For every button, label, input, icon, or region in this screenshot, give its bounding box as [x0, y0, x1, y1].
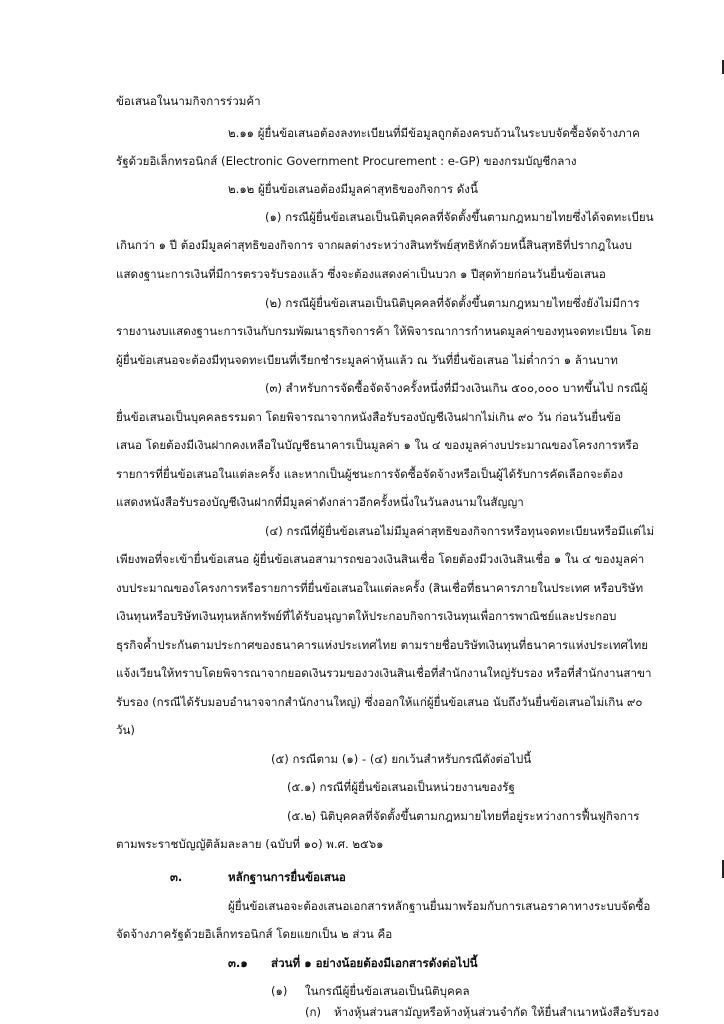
text-line: เกินกว่า ๑ ปี ต้องมีมูลค่าสุทธิของกิจการ จากผลต่างระหว่างสินทรัพย์สุทธิหักด้วยหนี้สินสุทธิที่ปรากฎในงบ — [116, 238, 632, 252]
text-line: เสนอ โดยต้องมีเงินฝากคงเหลือในบัญชีธนาคารเป็นมูลค่า ๑ ใน ๔ ของมูลค่างบประมาณของโครงการหรือ — [116, 438, 639, 452]
section-number: ๓. — [170, 870, 183, 884]
text-line: รับรอง (กรณีได้รับมอบอำนาจจากสำนักงานใหญ่) ซึ่งออกให้แก่ผู้ยื่นข้อเสนอ นับถึงวันยื่นข้อเสนอไม่เกิน ๙๐ — [116, 695, 643, 709]
text-line: รัฐด้วยอิเล็กทรอนิกส์ (Electronic Government Procurement : e-GP) ของกรมบัญชีกลาง — [116, 154, 577, 168]
text-line: แสดงฐานะการเงินที่มีการตรวจรับรองแล้ว ซึ่งจะต้องแสดงค่าเป็นบวก ๑ ปีสุดท้ายก่อนวันยื่นข้อเสนอ — [116, 267, 606, 281]
text-line: งบประมาณของโครงการหรือรายการที่ยื่นข้อเสนอในแต่ละครั้ง (สินเชื่อที่ธนาคารภายในประเทศ หรือบริษัท — [116, 581, 644, 595]
text-line: ธุรกิจค้ำประกันตามประกาศของธนาคารแห่งประเทศไทย ตามรายชื่อบริษัทเงินทุนที่ธนาคารแห่งประเทศไทย — [116, 638, 649, 652]
text-line: แสดงหนังสือรับรองบัญชีเงินฝากที่มีมูลค่าดังกล่าวอีกครั้งหนึ่งในวันลงนามในสัญญา — [116, 495, 524, 509]
text-line: ตามพระราชบัญญัติล้มละลาย (ฉบับที่ ๑๐) พ.ศ. ๒๕๖๑ — [116, 837, 384, 851]
text-line: ๒.๑๒ ผู้ยื่นข้อเสนอต้องมีมูลค่าสุทธิของกิจการ ดังนี้ — [228, 182, 478, 196]
list-marker: (๑) — [271, 984, 288, 998]
text-line: ห้างหุ้นส่วนสามัญหรือห้างหุ้นส่วนจำกัด ให้ยื่นสำเนาหนังสือรับรอง — [334, 1005, 659, 1019]
text-line: (๓) สำหรับการจัดซื้อจัดจ้างครั้งหนึ่งที่มีวงเงินเกิน ๕๐๐,๐๐๐ บาทขึ้นไป กรณีผู้ — [265, 381, 648, 395]
text-line: แจ้งเวียนให้ทราบโดยพิจารณาจากยอดเงินรวมของวงเงินสินเชื่อที่สำนักงานใหญ่รับรอง หรือที่สำนักงานสาขา — [116, 666, 652, 680]
text-line: ในกรณีผู้ยื่นข้อเสนอเป็นนิติบุคคล — [305, 984, 470, 998]
text-line: (๕.๒) นิติบุคคลที่จัดตั้งขึ้นตามกฎหมายไทยที่อยู่ระหว่างการฟื้นฟูกิจการ — [287, 809, 640, 823]
text-line: ยื่นข้อเสนอเป็นบุคคลธรรมดา โดยพิจารณาจากหนังสือรับรองบัญชีเงินฝากไม่เกิน ๙๐ วัน ก่อนวันยื่นข้อ — [116, 410, 622, 424]
text-line: ข้อเสนอในนามกิจการร่วมค้า — [116, 94, 261, 108]
section-heading: หลักฐานการยื่นข้อเสนอ — [228, 870, 346, 884]
text-line: เงินทุนหรือบริษัทเงินทุนหลักทรัพย์ที่ได้รับอนุญาตให้ประกอบกิจการเงินทุนเพื่อการพาณิชย์และประกอบ — [116, 609, 617, 623]
text-line: เพียงพอที่จะเข้ายื่นข้อเสนอ ผู้ยื่นข้อเสนอสามารถขอวงเงินสินเชื่อ โดยต้องมีวงเงินสินเชื่อ ๑ ใน ๔ ของมูลค่า — [116, 552, 645, 566]
text-line: (๕.๑) กรณีที่ผู้ยื่นข้อเสนอเป็นหน่วยงานของรัฐ — [287, 780, 515, 794]
text-line: ผู้ยื่นข้อเสนอจะต้องมีทุนจดทะเบียนที่เรียกชำระมูลค่าหุ้นแล้ว ณ วันที่ยื่นข้อเสนอ ไม่ต่ำกว่า ๑ ล้านบาท — [116, 353, 618, 367]
text-line: ๒.๑๑ ผู้ยื่นข้อเสนอต้องลงทะเบียนที่มีข้อมูลถูกต้องครบถ้วนในระบบจัดซื้อจัดจ้างภาค — [228, 126, 640, 140]
text-line: ผู้ยื่นข้อเสนอจะต้องเสนอเอกสารหลักฐานยื่นมาพร้อมกับการเสนอราคาทางระบบจัดซื้อ — [228, 899, 651, 913]
text-line: รายงานงบแสดงฐานะการเงินกับกรมพัฒนาธุรกิจการค้า ให้พิจารณาการกำหนดมูลค่าของทุนจดทะเบียน โดย — [116, 324, 652, 338]
text-line: รายการที่ยื่นข้อเสนอในแต่ละครั้ง และหากเป็นผู้ชนะการจัดซื้อจัดจ้างหรือเป็นผู้ได้รับการคัดเลือกจะต้อง — [116, 467, 624, 481]
text-line: วัน) — [116, 723, 135, 737]
text-line: (๒) กรณีผู้ยื่นข้อเสนอเป็นนิติบุคคลที่จัดตั้งขึ้นตามกฎหมายไทยซึ่งยังไม่มีการ — [265, 296, 640, 310]
text-line: (๕) กรณีตาม (๑) - (๔) ยกเว้นสำหรับกรณีดังต่อไปนี้ — [271, 752, 532, 766]
subsection-number: ๓.๑ — [228, 956, 248, 970]
subsection-heading: ส่วนที่ ๑ อย่างน้อยต้องมีเอกสารดังต่อไปนี้ — [271, 956, 478, 970]
list-marker: (ก) — [305, 1005, 322, 1019]
text-line: (๔) กรณีที่ผู้ยื่นข้อเสนอไม่มีมูลค่าสุทธิของกิจการหรือทุนจดทะเบียนหรือมีแต่ไม่ — [265, 524, 655, 538]
text-line: (๑) กรณีผู้ยื่นข้อเสนอเป็นนิติบุคคลที่จัดตั้งขึ้นตามกฎหมายไทยซึ่งได้จดทะเบียน — [265, 210, 654, 224]
text-line: จัดจ้างภาครัฐด้วยอิเล็กทรอนิกส์ โดยแยกเป็น ๒ ส่วน คือ — [116, 927, 393, 941]
